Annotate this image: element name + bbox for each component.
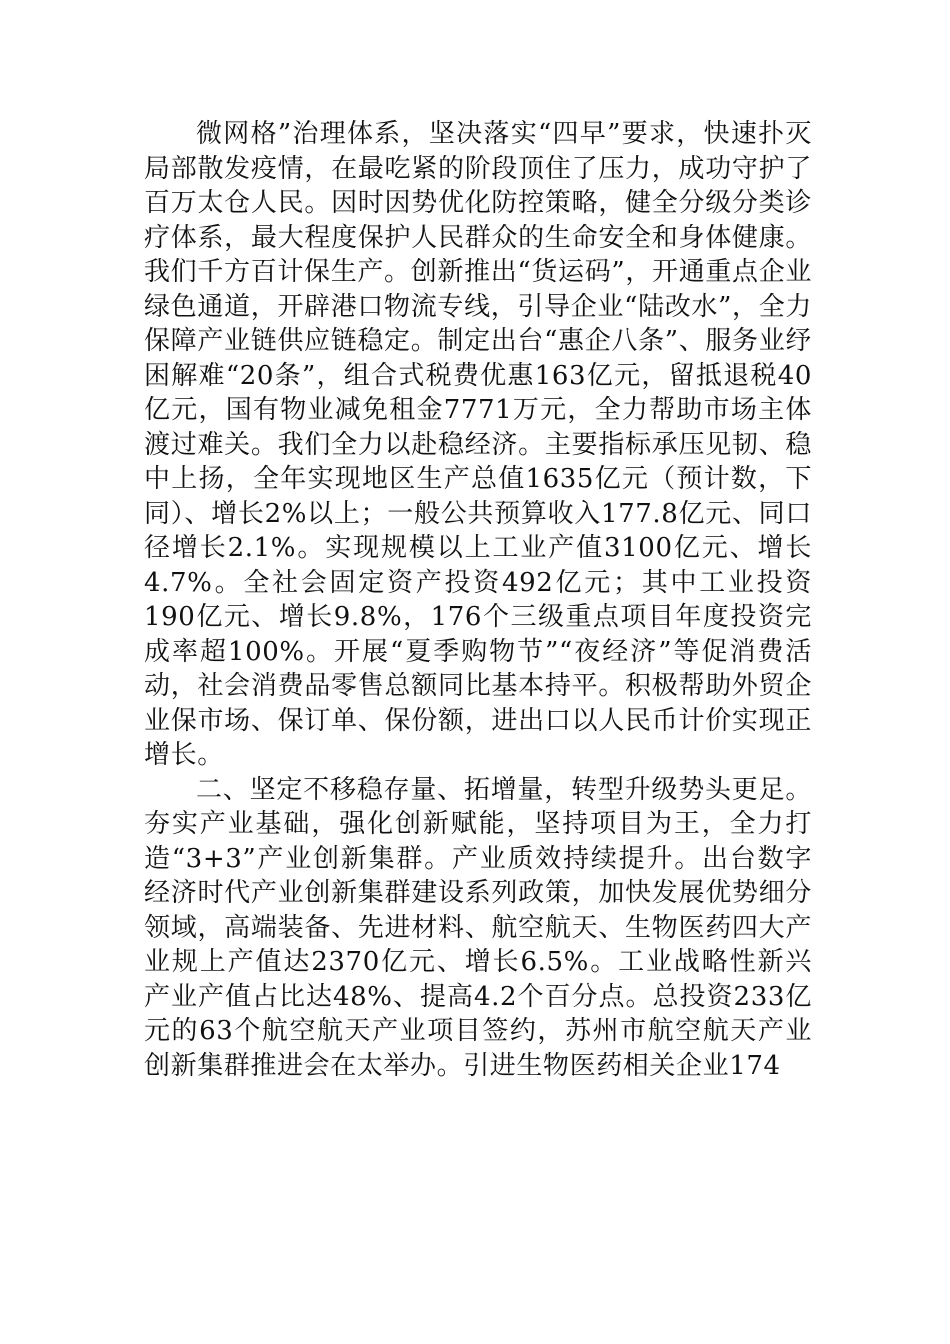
paragraph-industrial-upgrade: 二、坚定不移稳存量、拓增量，转型升级势头更足。夯实产业基础，强化创新赋能，坚持项目为王，全力打造“3+3”产业创新集群。产业质效持续提升。出台数字经济时代产业创新集群建设系列政策，加快发展优势细分领域，高端装备、先进材料、航空航天、生物医药四大产业规上产值达2370亿元、增长6.5%。工业战略性新兴产业产值占比达48%、提高4.2个百分点。总投资233亿元的63个航空航天产业项目签约，苏州市航空航天产业创新集群推进会在太举办。引进生物医药相关企业174	[144, 774, 812, 1081]
document-body	[144, 117, 812, 1083]
paragraph-epidemic-economy: 微网格”治理体系，坚决落实“四早”要求，快速扑灭局部散发疫情，在最吃紧的阶段顶住了压力，成功守护了百万太仓人民。因时因势优化防控策略，健全分级分类诊疗体系，最大程度保护人民群众的生命安全和身体健康。我们千方百计保生产。创新推出“货运码”，开通重点企业绿色通道，开辟港口物流专线，引导企业“陆改水”，全力保障产业链供应链稳定。制定出台“惠企八条”、服务业纾困解难“20条”，组合式税费优惠163亿元，留抵退税40亿元，国有物业减免租金7771万元，全力帮助市场主体渡过难关。我们全力以赴稳经济。主要指标承压见韧、稳中上扬，全年实现地区生产总值1635亿元（预计数，下同）、增长2%以上；一般公共预算收入177.8亿元、同口径增长2.1%。实现规模以上工业产值3100亿元、增长4.7%。全社会固定资产投资492亿元；其中工业投资190亿元、增长9.8%，176个三级重点项目年度投资完成率超100%。开展“夏季购物节”“夜经济”等促消费活动，社会消费品零售总额同比基本持平。积极帮助外贸企业保市场、保订单、保份额，进出口以人民币计价实现正增长。	[144, 119, 812, 770]
